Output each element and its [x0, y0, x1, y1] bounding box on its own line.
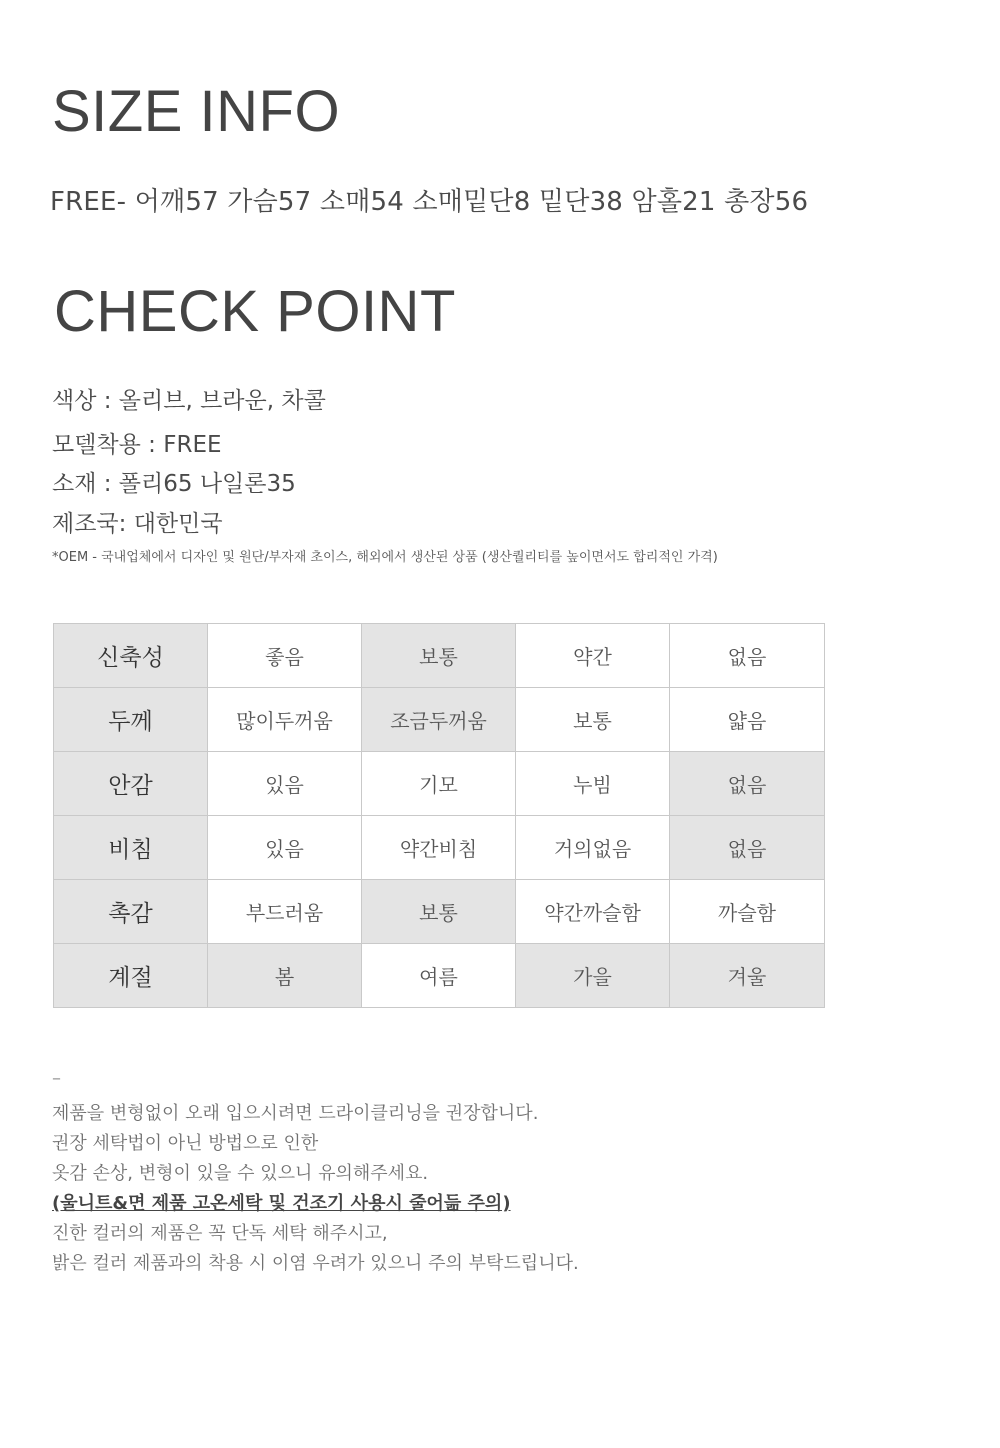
check-point-title: CHECK POINT [54, 279, 456, 344]
attribute-option-selected: 보통 [362, 880, 516, 944]
attribute-row [54, 816, 825, 880]
attribute-option-selected: 없음 [670, 752, 825, 816]
attribute-option: 있음 [208, 752, 362, 816]
size-measurements: FREE- 어깨57 가슴57 소매54 소매밑단8 밑단38 암홀21 총장56 [50, 187, 809, 217]
size-info-title: SIZE INFO [52, 79, 341, 144]
oem-note: *OEM - 국내업체에서 디자인 및 원단/부자재 초이스, 해외에서 생산된 상품 (생산퀄리티를 높이면서도 합리적인 가격) [52, 550, 718, 565]
attribute-row [54, 752, 825, 816]
attribute-label: 계절 [54, 944, 208, 1008]
attribute-option-selected: 조금두꺼움 [362, 688, 516, 752]
attribute-option: 거의없음 [516, 816, 670, 880]
attribute-label: 신축성 [54, 624, 208, 688]
care-line: 옷감 손상, 변형이 있을 수 있으니 유의해주세요. [52, 1163, 429, 1184]
attribute-option-selected: 봄 [208, 944, 362, 1008]
attribute-label: 안감 [54, 752, 208, 816]
attribute-label: 촉감 [54, 880, 208, 944]
care-line: 권장 세탁법이 아닌 방법으로 인한 [52, 1133, 319, 1154]
model-size-info: 모델착용 : FREE [52, 432, 222, 458]
attribute-table [53, 623, 825, 1008]
attribute-row [54, 944, 825, 1008]
care-divider: – [52, 1068, 61, 1089]
attribute-option: 있음 [208, 816, 362, 880]
attribute-option: 부드러움 [208, 880, 362, 944]
attribute-option: 없음 [670, 624, 825, 688]
attribute-option-selected: 가을 [516, 944, 670, 1008]
attribute-option: 까슬함 [670, 880, 825, 944]
attribute-option: 얇음 [670, 688, 825, 752]
care-line: 밝은 컬러 제품과의 착용 시 이염 우려가 있으니 주의 부탁드립니다. [52, 1253, 579, 1274]
attribute-label: 두께 [54, 688, 208, 752]
attribute-option-selected: 보통 [362, 624, 516, 688]
attribute-option: 좋음 [208, 624, 362, 688]
care-warning: (울니트&면 제품 고온세탁 및 건조기 사용시 줄어듦 주의) [52, 1193, 511, 1214]
attribute-option: 기모 [362, 752, 516, 816]
attribute-row [54, 624, 825, 688]
origin-info: 제조국: 대한민국 [52, 511, 223, 537]
attribute-row [54, 880, 825, 944]
attribute-option-selected: 없음 [670, 816, 825, 880]
color-info: 색상 : 올리브, 브라운, 차콜 [52, 388, 326, 414]
attribute-option: 약간 [516, 624, 670, 688]
attribute-option: 누빔 [516, 752, 670, 816]
attribute-option: 보통 [516, 688, 670, 752]
attribute-label: 비침 [54, 816, 208, 880]
attribute-option-selected: 겨울 [670, 944, 825, 1008]
care-line: 진한 컬러의 제품은 꼭 단독 세탁 해주시고, [52, 1223, 388, 1244]
attribute-option: 많이두꺼움 [208, 688, 362, 752]
attribute-option: 여름 [362, 944, 516, 1008]
attribute-option: 약간비침 [362, 816, 516, 880]
care-line: 제품을 변형없이 오래 입으시려면 드라이클리닝을 권장합니다. [52, 1103, 539, 1124]
attribute-row [54, 688, 825, 752]
attribute-option: 약간까슬함 [516, 880, 670, 944]
material-info: 소재 : 폴리65 나일론35 [52, 471, 296, 497]
